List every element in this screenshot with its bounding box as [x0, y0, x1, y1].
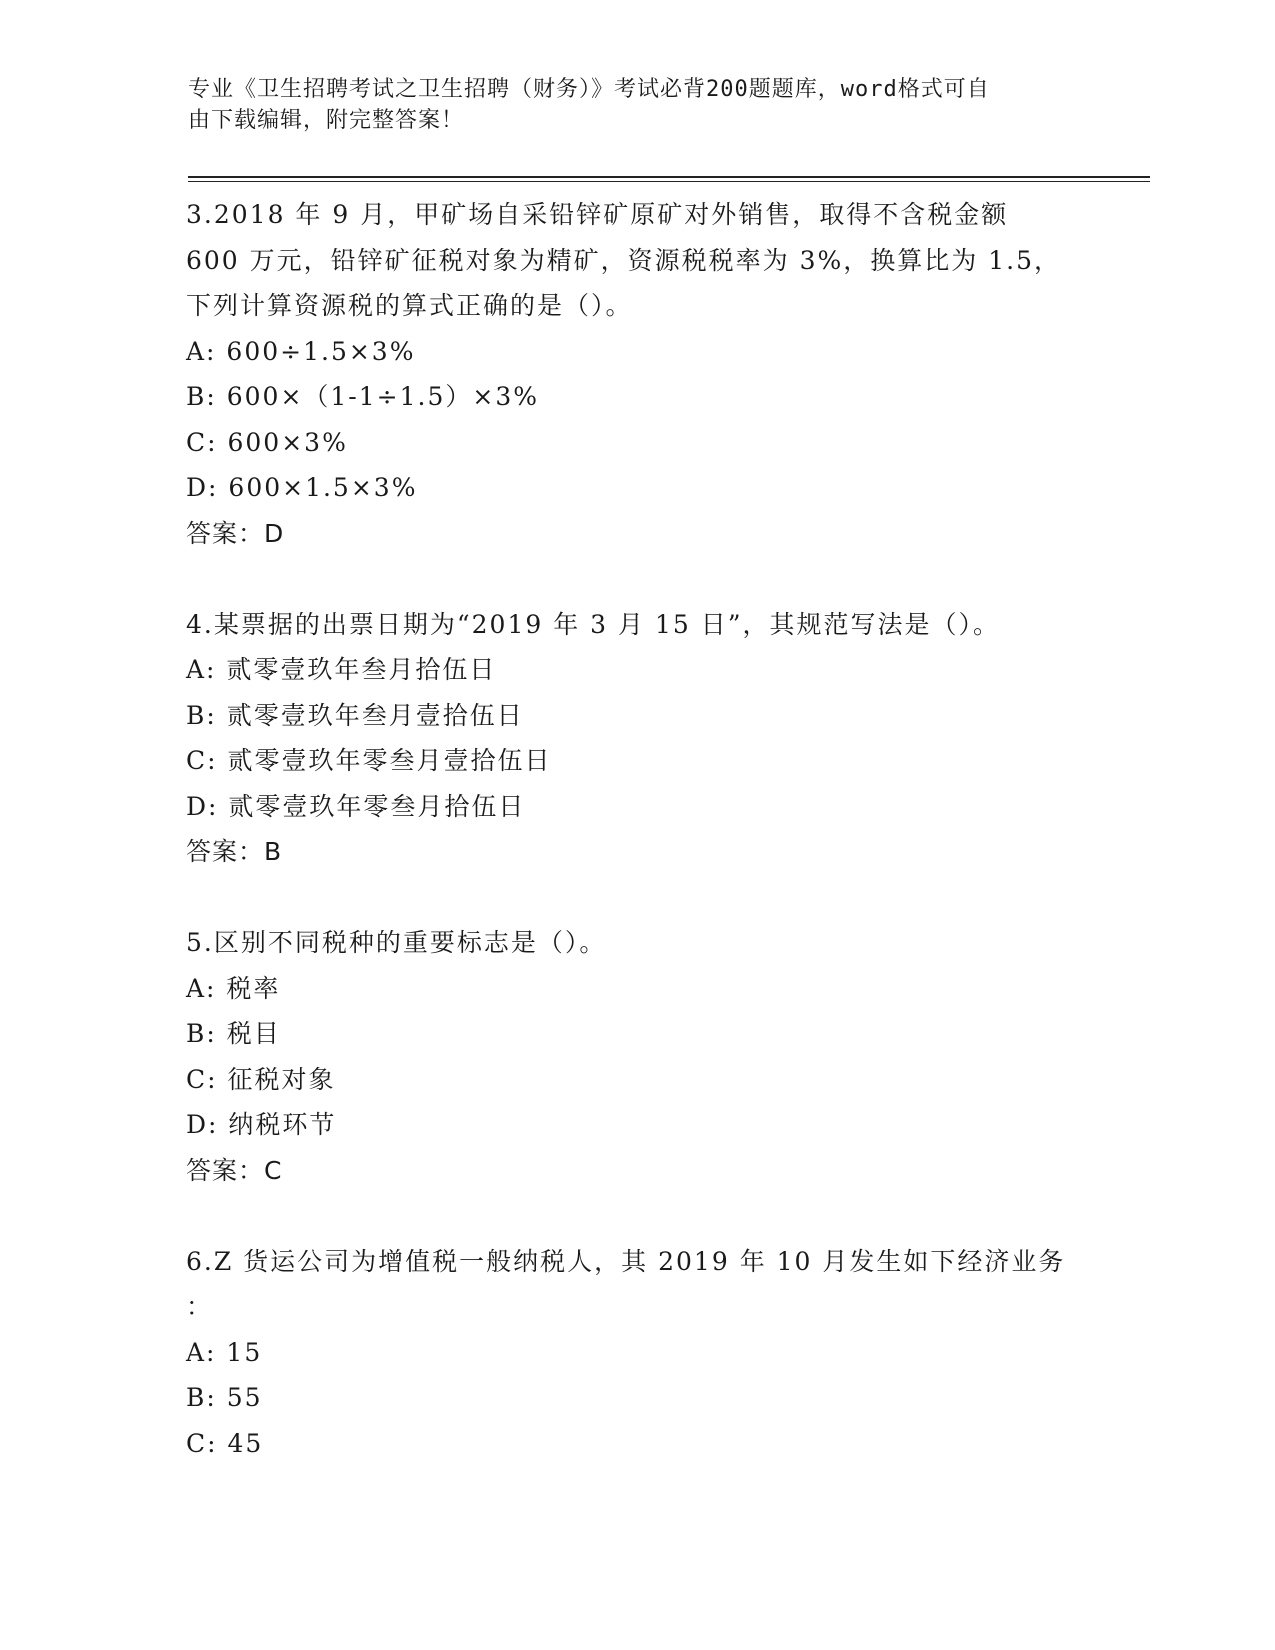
header-divider-thick [188, 176, 1150, 178]
option-b: B: 55 [186, 1383, 263, 1412]
option-a: A: 15 [186, 1337, 263, 1367]
header-divider-thin [188, 181, 1150, 182]
spacer [186, 556, 1086, 602]
option-d: D: 纳税环节 [186, 1110, 337, 1139]
option-a: A: 税率 [186, 973, 281, 1003]
question-stem: 3.2018 年 9 月，甲矿场自采铅锌矿原矿对外销售，取得不含税金额 [186, 200, 1009, 229]
option-b: B: 贰零壹玖年叁月壹拾伍日 [186, 700, 524, 730]
header-line-1: 专业《卫生招聘考试之卫生招聘（财务）》考试必背200题题库，word格式可自 [188, 77, 990, 102]
question-list [186, 192, 1086, 1466]
option-a: A: 贰零壹玖年叁月拾伍日 [186, 655, 497, 684]
option-b: B: 600×（1-1÷1.5）×3% [186, 382, 539, 411]
answer-line: 答案：B [186, 837, 283, 866]
option-c: C: 45 [186, 1428, 264, 1458]
question-block [186, 192, 1086, 602]
spacer [186, 875, 1086, 921]
question-stem: 5.区别不同税种的重要标志是（）。 [186, 928, 607, 957]
question-stem: 下列计算资源税的算式正确的是（）。 [186, 291, 633, 320]
question-stem: 600 万元，铅锌矿征税对象为精矿，资源税税率为 3%，换算比为 1.5， [186, 245, 1061, 275]
option-c: C: 征税对象 [186, 1064, 336, 1094]
option-c: C: 贰零壹玖年零叁月壹拾伍日 [186, 746, 552, 775]
option-d: D: 贰零壹玖年零叁月拾伍日 [186, 791, 526, 821]
option-d: D: 600×1.5×3% [186, 473, 418, 502]
answer-line: 答案：D [186, 518, 285, 548]
document-header [188, 74, 1068, 136]
header-line-2: 由下载编辑，附完整答案！ [188, 108, 465, 133]
question-block [186, 920, 1086, 1239]
option-a: A: 600÷1.5×3% [186, 336, 416, 366]
option-b: B: 税目 [186, 1019, 281, 1048]
spacer [186, 1193, 1086, 1239]
option-c: C: 600×3% [186, 427, 348, 457]
question-stem: 4.某票据的出票日期为“2019 年 3 月 15 日”，其规范写法是（）。 [186, 609, 1000, 639]
question-block [186, 602, 1086, 921]
question-stem: 6.Z 货运公司为增值税一般纳税人，其 2019 年 10 月发生如下经济业务 [186, 1246, 1066, 1276]
answer-line: 答案：C [186, 1155, 283, 1185]
question-stem: ： [186, 1292, 214, 1321]
question-block [186, 1239, 1086, 1467]
